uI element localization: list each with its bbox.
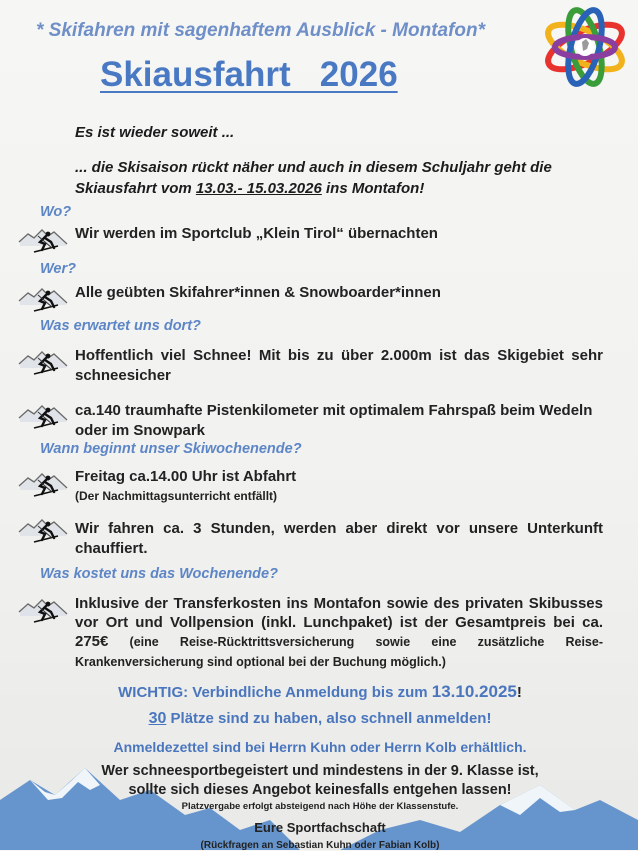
intro-line-1: Es ist wieder soweit ...: [75, 124, 235, 141]
skier-icon: [18, 592, 68, 628]
trip-date: 13.03.- 15.03.2026: [195, 180, 322, 197]
contact-note: (Rückfragen an Sebastian Kuhn oder Fabian Kolb): [200, 840, 440, 851]
answer-wann-note: (Der Nachmittagsunterricht entfällt): [75, 489, 278, 503]
signature: Eure Sportfachschaft: [254, 820, 386, 835]
allocation-note: Platzvergabe erfolgt absteigend nach Höhe der Klassenstufe.: [181, 801, 459, 812]
subtitle: * Skifahren mit sagenhaftem Ausblick - Montafon*: [36, 20, 486, 41]
eligibility-line-1: Wer schneesportbegeistert und mindestens in der 9. Klasse ist,: [101, 763, 539, 779]
intro-line-2: ... die Skisaison rückt näher und auch in diesem Schuljahr geht die Skiausfahrt vom 13.03.- 15.03.2026 ins Montafon!: [75, 159, 552, 197]
skier-icon: [18, 398, 68, 434]
skier-icon: [18, 222, 68, 258]
skier-icon: [18, 344, 68, 380]
answer-wer: Alle geübten Skifahrer*innen & Snowboarder*innen: [75, 284, 441, 301]
places-notice: 30 Plätze sind zu haben, also schnell anmelden!: [148, 710, 492, 727]
question-kosten: Was kostet uns das Wochenende?: [40, 566, 278, 582]
answer-wann-1: Freitag ca.14.00 Uhr ist Abfahrt: [75, 468, 297, 485]
school-logo-icon: [536, 2, 634, 92]
question-wer: Wer?: [40, 261, 76, 277]
answer-wo: Wir werden im Sportclub „Klein Tirol“ übernachten: [75, 225, 438, 242]
question-was: Was erwartet uns dort?: [40, 318, 201, 334]
registration-notice: Anmeldezettel sind bei Herrn Kuhn oder Herrn Kolb erhältlich.: [113, 739, 527, 755]
deadline-notice: WICHTIG: Verbindliche Anmeldung bis zum 13.10.2025!: [118, 682, 522, 701]
skier-icon: [18, 512, 68, 548]
answer-was-2: ca.140 traumhafte Pistenkilometer mit optimalem Fahrspaß beim Wedeln oder im Snowpark: [75, 402, 593, 439]
eligibility-line-2: sollte sich dieses Angebot keinesfalls entgehen lassen!: [128, 782, 512, 798]
answer-wann-2: Wir fahren ca. 3 Stunden, werden aber direkt vor unsere Unterkunft chauffiert.: [75, 520, 603, 557]
page-title: Skiausfahrt 2026: [100, 55, 398, 94]
question-wann: Wann beginnt unser Skiwochenende?: [40, 441, 302, 457]
question-wo: Wo?: [40, 204, 72, 220]
skier-icon: [18, 466, 68, 502]
answer-kosten: Inklusive der Transferkosten ins Montafon sowie des privaten Skibusses vor Ort und Vollpension (inkl. Lunchpaket) ist der Gesamtpreis bei ca. 275€ (eine Reise-Rücktrittsversicherung sowie eine zusätzliche Reise-Krankenversicherung sind optional bei der Buchung möglich.): [75, 595, 603, 669]
price: 275€: [75, 633, 109, 650]
answer-was-1: Hoffentlich viel Schnee! Mit bis zu über 2.000m ist das Skigebiet sehr schneesicher: [75, 347, 603, 384]
skier-icon: [18, 281, 68, 317]
